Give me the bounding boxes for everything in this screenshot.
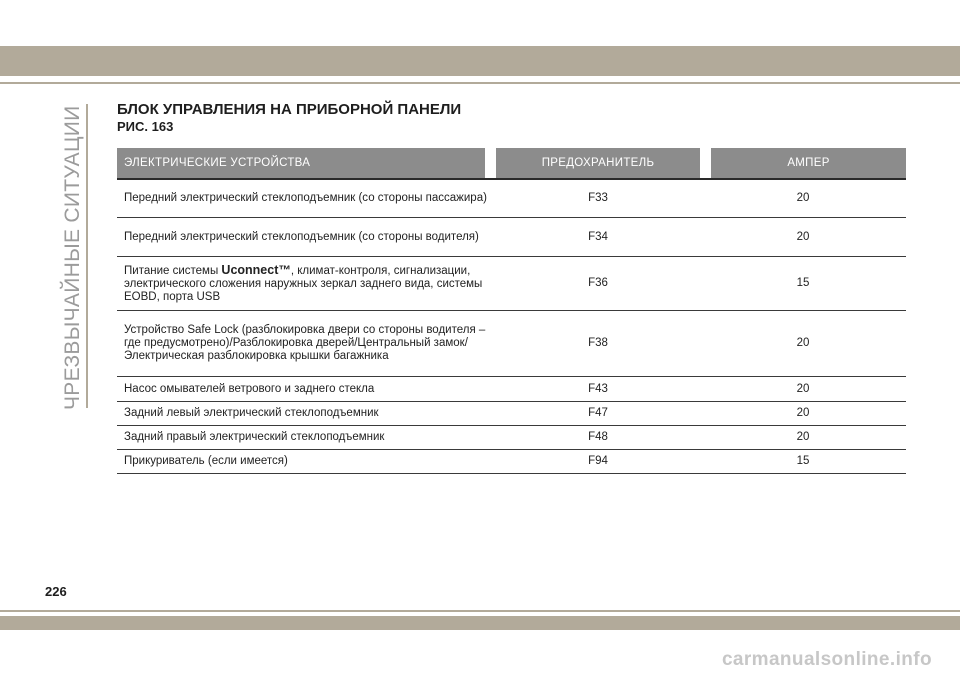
bottom-decor-line [0, 610, 960, 612]
cell-amp: 20 [796, 407, 810, 419]
cell-device [117, 264, 496, 304]
device-brand: Uconnect™ [221, 262, 291, 277]
table-row [117, 450, 906, 474]
cell-device: Прикуриватель (если имеется) [124, 455, 288, 467]
watermark: carmanualsonline.info [721, 649, 932, 670]
cell-fuse: F47 [588, 407, 608, 419]
cell-device: Задний правый электрический стеклоподъемник [124, 431, 385, 443]
table-row [117, 218, 906, 257]
device-prefix: Питание системы [124, 264, 222, 277]
cell-device: Насос омывателей ветрового и заднего стекла [124, 382, 375, 395]
cell-device: Задний левый электрический стеклоподъемник [124, 407, 379, 419]
cell-amp: 20 [796, 192, 810, 204]
cell-fuse: F94 [588, 455, 608, 467]
cell-fuse: F48 [588, 431, 608, 443]
cell-amp: 20 [796, 382, 810, 395]
cell-device: Устройство Safe Lock (разблокировка двери со стороны водителя – где предусмотрено)/Разблокировка дверей/Центральный замок/Электрическая разблокировка крышки багажника [124, 324, 486, 362]
cell-amp: 15 [796, 455, 810, 467]
table-row [117, 426, 906, 450]
table-row [117, 180, 906, 218]
table-row [117, 257, 906, 311]
top-decor-line [0, 82, 960, 84]
page-number: 226 [45, 584, 67, 599]
top-decor-band [0, 46, 960, 76]
table-row [117, 377, 906, 402]
section-side-label: ЧРЕЗВЫЧАЙНЫЕ СИТУАЦИИ [61, 105, 84, 410]
cell-amp: 20 [796, 230, 810, 243]
side-rule [86, 104, 88, 408]
cell-amp: 15 [796, 277, 810, 289]
cell-fuse: F43 [588, 382, 608, 395]
cell-fuse: F34 [588, 230, 608, 243]
cell-device: Передний электрический стеклоподъемник (со стороны водителя) [124, 230, 479, 243]
header-amp: АМПЕР [711, 148, 906, 178]
device-suffix: , климат-контроля, сигнализации, электрического сложения наружных зеркал заднего вида, системы EOBD, порта USB [124, 264, 483, 303]
header-device: ЭЛЕКТРИЧЕСКИЕ УСТРОЙСТВА [117, 148, 485, 178]
cell-amp: 20 [796, 431, 810, 443]
table-row [117, 311, 906, 377]
figure-reference: РИС. 163 [117, 119, 174, 134]
table-row [117, 402, 906, 426]
cell-fuse: F36 [588, 277, 608, 289]
cell-fuse: F38 [588, 337, 608, 349]
cell-amp: 20 [796, 337, 810, 349]
page-title: БЛОК УПРАВЛЕНИЯ НА ПРИБОРНОЙ ПАНЕЛИ [117, 101, 462, 118]
fuse-table [117, 180, 906, 474]
header-fuse: ПРЕДОХРАНИТЕЛЬ [496, 148, 700, 178]
cell-device: Передний электрический стеклоподъемник (со стороны пассажира) [124, 192, 487, 204]
bottom-decor-band [0, 616, 960, 630]
cell-fuse: F33 [588, 192, 608, 204]
